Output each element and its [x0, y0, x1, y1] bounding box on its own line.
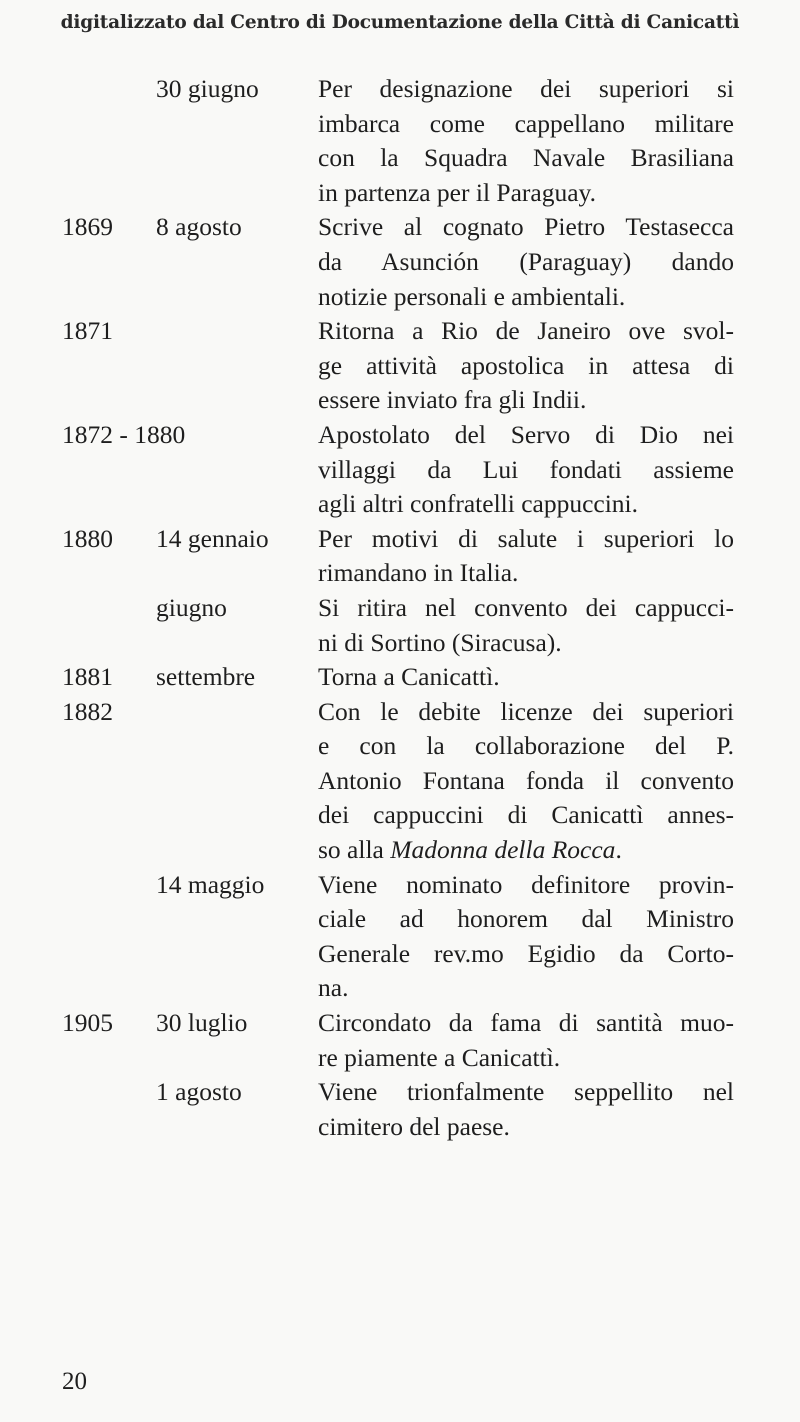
chronology-entry: [0, 660, 800, 695]
description-line: ge attività apostolica in attesa di: [318, 350, 734, 380]
description-line: notizie personali e ambientali.: [318, 281, 626, 311]
entry-date: 14 maggio: [156, 869, 265, 899]
description-line: Viene trionfalmente seppellito nel: [318, 1077, 734, 1107]
entry-date: 1 agosto: [156, 1077, 242, 1107]
entry-description: [318, 314, 734, 418]
description-line: villaggi da Lui fondati assieme: [318, 454, 734, 484]
chronology-entry: [0, 868, 800, 1006]
entry-description: [318, 210, 734, 314]
description-line: Apostolato del Servo di Dio nei: [318, 419, 734, 449]
entry-description: [318, 1006, 734, 1075]
entry-description: [318, 660, 734, 695]
entry-description: [318, 522, 734, 591]
description-text: so alla: [318, 835, 391, 865]
description-line: Scrive al cognato Pietro Testasecca: [318, 212, 734, 242]
description-line: Si ritira nel convento dei cappucci-: [318, 592, 734, 622]
description-line: ciale ad honorem dal Ministro: [318, 904, 734, 934]
entry-description: [318, 418, 734, 522]
description-line: con la Squadra Navale Brasiliana: [318, 143, 734, 173]
description-line: dei cappuccini di Canicattì annes-: [318, 800, 734, 830]
entry-description: [318, 72, 734, 210]
description-line: Con le debite licenze dei superiori: [318, 696, 734, 726]
chronology-entry: [0, 695, 800, 868]
entry-year: 1872 - 1880: [62, 419, 186, 449]
description-line: [318, 833, 734, 868]
description-line: Generale rev.mo Egidio da Corto-: [318, 938, 734, 968]
description-line: Antonio Fontana fonda il convento: [318, 765, 734, 795]
entry-date: 30 giugno: [156, 74, 259, 103]
description-line: essere inviato fra gli Indii.: [318, 385, 587, 415]
description-line: Ritorna a Rio de Janeiro ove svol-: [318, 316, 734, 346]
entry-description: [318, 695, 734, 868]
church-name: Madonna della Rocca: [390, 835, 616, 865]
entry-date: 14 gennaio: [156, 523, 269, 553]
entry-year: 1881: [62, 662, 113, 692]
entry-date: settembre: [156, 662, 256, 692]
chronology-entry: [0, 210, 800, 314]
entry-description: [318, 591, 734, 660]
digitization-header: digitalizzato dal Centro di Documentazione della Città di Canicattì: [60, 12, 740, 33]
description-line: e con la collaborazione del P.: [318, 731, 734, 761]
description-line: Torna a Canicattì.: [318, 662, 500, 692]
entry-description: [318, 868, 734, 1006]
chronology-entry: [0, 1075, 800, 1144]
description-line: Per designazione dei superiori si: [318, 74, 734, 103]
entry-year: 1869: [62, 212, 113, 242]
description-line: rimandano in Italia.: [318, 558, 519, 588]
chronology-entry: [0, 418, 800, 522]
entry-year: 1882: [62, 696, 113, 726]
entry-description: [318, 1075, 734, 1144]
entry-date: 30 luglio: [156, 1008, 248, 1038]
chronology-entry: [0, 314, 800, 418]
description-line: ni di Sortino (Siracusa).: [318, 627, 562, 657]
entry-year: 1905: [62, 1008, 113, 1038]
description-line: Circondato da fama di santità muo-: [318, 1008, 734, 1038]
description-line: re piamente a Canicattì.: [318, 1042, 561, 1072]
description-line: cimitero del paese.: [318, 1111, 510, 1141]
description-line: in partenza per il Paraguay.: [318, 177, 597, 207]
description-line: Viene nominato definitore provin-: [318, 869, 734, 899]
chronology-entry: [0, 1006, 800, 1075]
chronology-list: [0, 72, 800, 1144]
description-line: agli altri confratelli cappuccini.: [318, 489, 639, 519]
description-line: imbarca come cappellano militare: [318, 108, 734, 138]
description-line: da Asunción (Paraguay) dando: [318, 246, 734, 276]
description-line: na.: [318, 973, 349, 1003]
chronology-entry: [0, 522, 800, 591]
chronology-entry: [0, 591, 800, 660]
description-line: Per motivi di salute i superiori lo: [318, 523, 734, 553]
page-number: 20: [62, 1368, 87, 1395]
description-text: .: [615, 835, 622, 865]
entry-year: 1880: [62, 523, 113, 553]
entry-year: 1871: [62, 316, 113, 346]
chronology-entry: [0, 72, 800, 210]
entry-date: giugno: [156, 592, 227, 622]
entry-date: 8 agosto: [156, 212, 242, 242]
